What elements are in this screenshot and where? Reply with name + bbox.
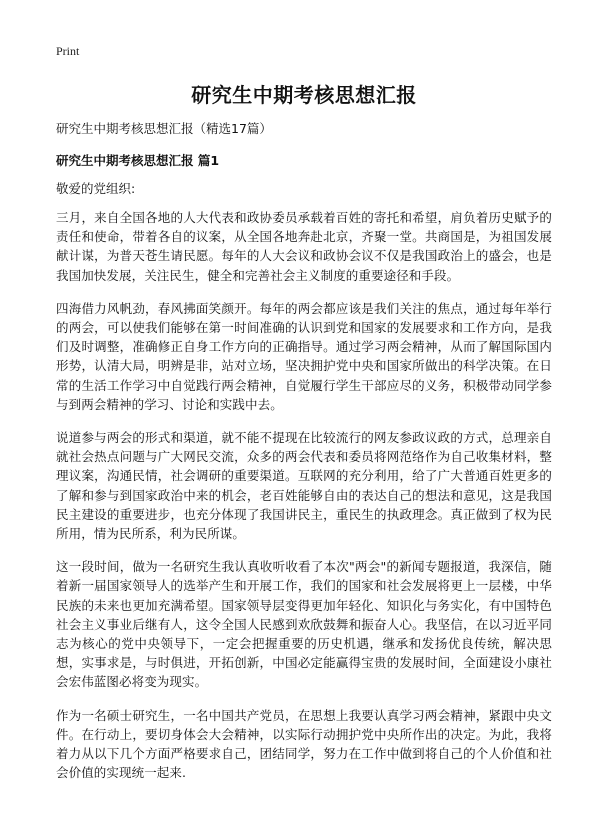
section-heading: 研究生中期考核思想汇报 篇1: [56, 153, 220, 168]
document-subtitle: 研究生中期考核思想汇报（精选17篇）: [56, 121, 272, 136]
paragraph-5: 作为一名硕士研究生，一名中国共产党员，在思想上我要认真学习两会精神，紧跟中央文件。在行动上，要切身体会大会精神，以实际行动拥护党中央所作出的决定。为此，我将着力从以下几个方面严格要求自己，团结同学，努力在工作中做到将自己的个人价值和社会价值的实现统一起来.: [56, 707, 552, 781]
salutation: 敬爱的党组织:: [56, 181, 136, 196]
document-title: 研究生中期考核思想汇报: [191, 83, 417, 107]
document-page: [56, 44, 552, 796]
paragraph-2: 四海借力风帆劲，春风拂面笑颜开。每年的两会都应该是我们关注的焦点，通过每年举行的两会，可以使我们能够在第一时间准确的认识到党和国家的发展要求和工作方向，是我们及时调整，准确修正自身工作方向的正确指导。通过学习两会精神，从而了解国际国内形势，认清大局，明辨是非，站对立场，坚决拥护党中央和国家所做出的科学决策。在日常的生活工作学习中自觉践行两会精神，自觉履行学生干部应尽的义务，积极带动同学参与到两会精神的学习、讨论和实践中去。: [56, 300, 552, 412]
print-label: Print: [56, 44, 80, 58]
paragraph-3: 说道参与两会的形式和渠道，就不能不提现在比较流行的网友参政议政的方式，总理亲自就社会热点问题与广大网民交流，众多的两会代表和委员将网范络作为自己收集材料，整理议案，沟通民情，社会调研的重要渠道。互联网的充分利用，给了广大普通百姓更多的了解和参与到国家政治中来的机会，老百姓能够自由的表达自己的想法和意见，这是我国民主建设的重要进步，也充分体现了我国讲民主，重民生的执政理念。真正做到了权为民所用，情为民所系，利为民所谋。: [56, 430, 552, 542]
paragraph-4: 这一段时间，做为一名研究生我认真收听收看了本次"两会"的新闻专题报道，我深信，随着新一届国家领导人的选举产生和开展工作，我们的国家和社会发展将更上一层楼，中华民族的未来也更加充满希望。国家领导层变得更加年轻化、知识化与务实化，有中国特色社会主义事业后继有人，这令全国人民感到欢欣鼓舞和振奋人心。我坚信，在以习近平同志为核心的党中央领导下，一定会把握重要的历史机遇，继承和发扬优良传统，解决思想，实事求是，与时俱进，开拓创新，中国必定能赢得宝贵的发展时间，全面建设小康社会宏伟蓝图必将变为现实。: [56, 559, 552, 690]
paragraph-1: 三月，来自全国各地的人大代表和政协委员承载着百姓的寄托和希望，肩负着历史赋予的责任和使命，带着各自的议案，从全国各地奔赴北京，齐聚一堂。共商国是，为祖国发展献计谋，为普天苍生请民愿。每年的人大会议和政协会议不仅是我国政治上的盛会，也是我国加快发展，关注民生，健全和完善社会主义制度的重要途径和手段。: [56, 210, 552, 283]
